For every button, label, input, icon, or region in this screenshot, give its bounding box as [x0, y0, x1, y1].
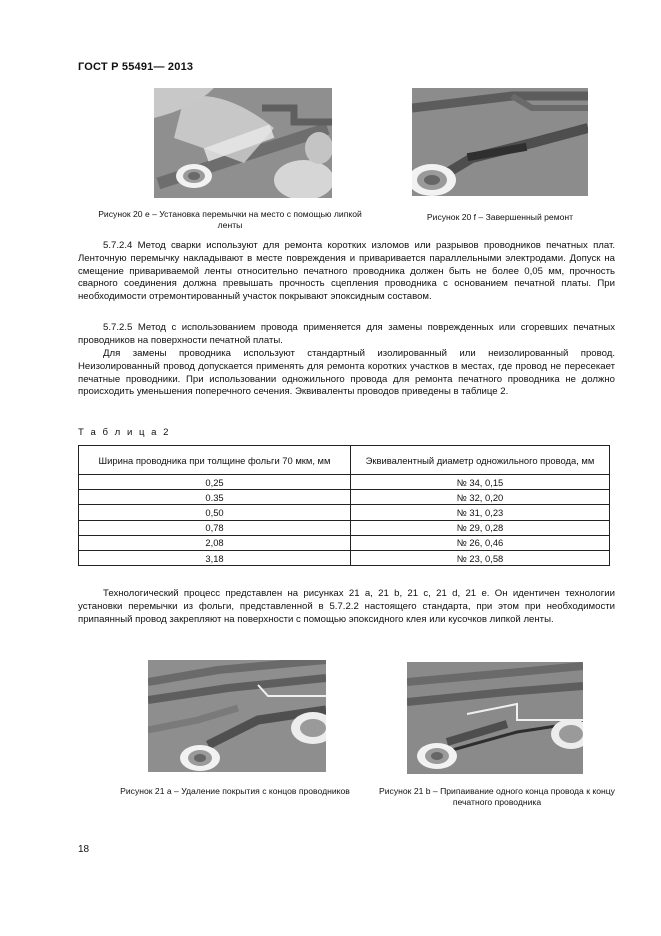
table-row	[79, 475, 610, 490]
figure-21b-photo	[407, 662, 583, 774]
figure-20e-caption: Рисунок 20 е – Установка перемычки на место с помощью липкой ленты	[98, 209, 362, 230]
figure-21a-caption: Рисунок 21 а – Удаление покрытия с концов проводников	[120, 786, 350, 796]
table-row	[79, 490, 610, 505]
figure-20e-photo	[154, 88, 332, 198]
table-cell: № 32, 0,20	[351, 490, 610, 505]
table-cell: № 26, 0,46	[351, 535, 610, 550]
paragraph-process	[78, 588, 615, 626]
table-cell: 2,08	[79, 535, 351, 550]
document-header: ГОСТ Р 55491— 2013	[78, 61, 194, 73]
table-cell: 0,50	[79, 505, 351, 520]
figure-20f-caption: Рисунок 20 f – Завершенный ремонт	[426, 212, 574, 222]
table-header-diameter: Эквивалентный диаметр одножильного провода, мм	[351, 446, 610, 475]
table-cell: 0.35	[79, 490, 351, 505]
page-number: 18	[78, 844, 90, 855]
table-cell: 0,25	[79, 475, 351, 490]
paragraph-text: Для замены проводника используют стандартный изолированный или неизолированный провод. Неизолированный провод допускается применять для ремонта коротких участков в местах, где провод не пересекает печатные проводники. При использовании одножильного провода для ремонта печатного проводника не должно происходить уменьшения поперечного сечения. Эквиваленты проводов приведены в таблице 2.	[78, 348, 615, 398]
paragraph-wire-replacement	[78, 348, 615, 399]
paragraph-5-7-2-5	[78, 322, 615, 348]
table-row	[79, 535, 610, 550]
table-cell: 3,18	[79, 550, 351, 565]
table-cell: № 23, 0,58	[351, 550, 610, 565]
table-row	[79, 505, 610, 520]
table-cell: № 34, 0,15	[351, 475, 610, 490]
figure-20f-photo	[412, 88, 588, 196]
table-2-title: Т а б л и ц а 2	[78, 427, 171, 438]
paragraph-text: 5.7.2.4 Метод сварки используют для ремонта коротких изломов или разрывов проводников печатных плат. Ленточную перемычку накладывают в месте повреждения и приваривается параллельными электродами. Допуск на смещение привариваемой ленты относительно печатного проводника должен быть не более 0,05 мм, прочность сварного соединения должна превышать прочность сцепления проводника с основанием печатной платы. При необходимости отремонтированный участок покрывают эпоксидным составом.	[78, 240, 615, 303]
figure-21a-photo	[148, 660, 326, 772]
paragraph-text: 5.7.2.5 Метод с использованием провода применяется для замены поврежденных или сгоревших печатных проводников на поверхности печатной платы.	[78, 322, 615, 346]
table-header-width: Ширина проводника при толщине фольги 70 мкм, мм	[79, 446, 351, 475]
figure-21b-caption: Рисунок 21 b – Припаивание одного конца провода к концу печатного проводника	[379, 786, 615, 807]
paragraph-text: Технологический процесс представлен на рисунках 21 a, 21 b, 21 c, 21 d, 21 e. Он идентичен технологии установки перемычки из фольги, представленной в 5.7.2.2 настоящего стандарта, при этом при необходимости припаянный провод закрепляют на поверхности с помощью эпоксидного клея или кусочков липкой ленты.	[78, 588, 615, 625]
table-cell: № 31, 0,23	[351, 505, 610, 520]
table-cell: № 29, 0,28	[351, 520, 610, 535]
table-cell: 0,78	[79, 520, 351, 535]
paragraph-5-7-2-4	[78, 240, 615, 304]
table-row	[79, 520, 610, 535]
table-2	[78, 445, 610, 566]
table-row	[79, 550, 610, 565]
